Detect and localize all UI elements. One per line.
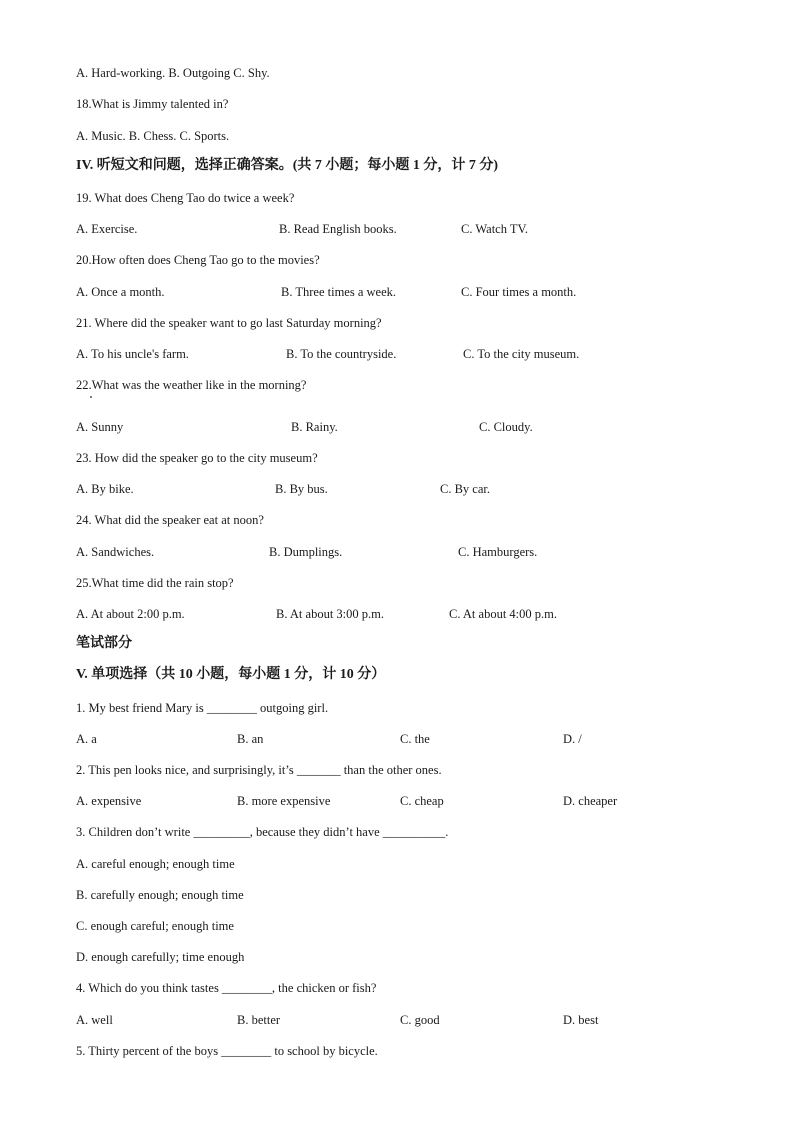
mc-q2-option-c: C. cheap (400, 794, 444, 808)
q25-option-a: A. At about 2:00 p.m. (76, 607, 185, 621)
q22-options (0, 419, 794, 435)
mc-q1-option-c: C. the (400, 732, 430, 746)
q21-options (0, 346, 794, 362)
mc-q1-option-b: B. an (237, 732, 264, 746)
q20-options (0, 284, 794, 300)
q20-option-a: A. Once a month. (76, 285, 165, 299)
section-4-heading: IV. 听短文和问题，选择正确答案。(共 7 小题；每小题 1 分，计 7 分) (76, 158, 499, 173)
q20-option-b: B. Three times a week. (281, 285, 397, 299)
mc-q3-question: 3. Children don’t write _________, because they didn’t have __________. (76, 825, 449, 839)
mc-q2-option-b: B. more expensive (237, 794, 331, 808)
q20-option-c: C. Four times a month. (461, 285, 577, 299)
mc-q1-question: 1. My best friend Mary is ________ outgoing girl. (76, 701, 329, 715)
q22-option-a: A. Sunny (76, 420, 124, 434)
q24-option-a: A. Sandwiches. (76, 545, 155, 559)
mc-q2-options (0, 793, 794, 809)
q22-option-b: B. Rainy. (291, 420, 338, 434)
mc-q4-question: 4. Which do you think tastes ________, the chicken or fish? (76, 981, 377, 995)
mc-q1-options (0, 731, 794, 747)
mc-q3-option-d: D. enough carefully; time enough (76, 950, 245, 964)
q21-question: 21. Where did the speaker want to go last Saturday morning? (76, 316, 382, 330)
mc-q2-question: 2. This pen looks nice, and surprisingly, it’s _______ than the other ones. (76, 763, 442, 777)
q25-options (0, 606, 794, 622)
mc-q3-option-a: A. careful enough; enough time (76, 857, 235, 871)
q19-option-c: C. Watch TV. (461, 222, 529, 236)
q21-option-a: A. To his uncle's farm. (76, 347, 189, 361)
q19-question: 19. What does Cheng Tao do twice a week? (76, 191, 295, 205)
mc-q2-option-d: D. cheaper (563, 794, 618, 808)
q24-question: 24. What did the speaker eat at noon? (76, 513, 264, 527)
q23-option-c: C. By car. (440, 482, 490, 496)
q20-question: 20.How often does Cheng Tao go to the movies? (76, 253, 320, 267)
q25-option-c: C. At about 4:00 p.m. (449, 607, 557, 621)
q21-option-c: C. To the city museum. (463, 347, 580, 361)
q24-options (0, 544, 794, 560)
q21-option-b: B. To the countryside. (286, 347, 397, 361)
mc-q4-option-d: D. best (563, 1013, 599, 1027)
q19-option-b: B. Read English books. (279, 222, 397, 236)
mc-q4-option-c: C. good (400, 1013, 440, 1027)
q18-question: 18.What is Jimmy talented in? (76, 97, 229, 111)
q23-option-b: B. By bus. (275, 482, 328, 496)
q24-option-b: B. Dumplings. (269, 545, 343, 559)
mc-q3-option-c: C. enough careful; enough time (76, 919, 234, 933)
q19-option-a: A. Exercise. (76, 222, 138, 236)
q23-option-a: A. By bike. (76, 482, 134, 496)
q23-question: 23. How did the speaker go to the city museum? (76, 451, 318, 465)
mc-q5-question: 5. Thirty percent of the boys ________ to school by bicycle. (76, 1044, 378, 1058)
mc-q2-option-a: A. expensive (76, 794, 142, 808)
q17-options: A. Hard-working. B. Outgoing C. Shy. (76, 66, 270, 80)
section-5-heading: V. 单项选择（共 10 小题，每小题 1 分，计 10 分） (76, 667, 386, 682)
q18-options: A. Music. B. Chess. C. Sports. (76, 129, 230, 143)
mc-q4-options (0, 1012, 794, 1028)
written-part-heading: 笔试部分 (76, 636, 132, 651)
q22-question: 22.What was the weather like in the morning? (76, 378, 307, 392)
mc-q3-option-b: B. carefully enough; enough time (76, 888, 244, 902)
q22-option-c: C. Cloudy. (479, 420, 533, 434)
mc-q4-option-a: A. well (76, 1013, 113, 1027)
q25-option-b: B. At about 3:00 p.m. (276, 607, 384, 621)
mc-q1-option-a: A. a (76, 732, 97, 746)
q25-question: 25.What time did the rain stop? (76, 576, 234, 590)
q19-options (0, 221, 794, 237)
mc-q4-option-b: B. better (237, 1013, 281, 1027)
q23-options (0, 481, 794, 497)
mc-q1-option-d: D. / (563, 732, 582, 746)
stray-mark (90, 396, 92, 398)
q24-option-c: C. Hamburgers. (458, 545, 538, 559)
